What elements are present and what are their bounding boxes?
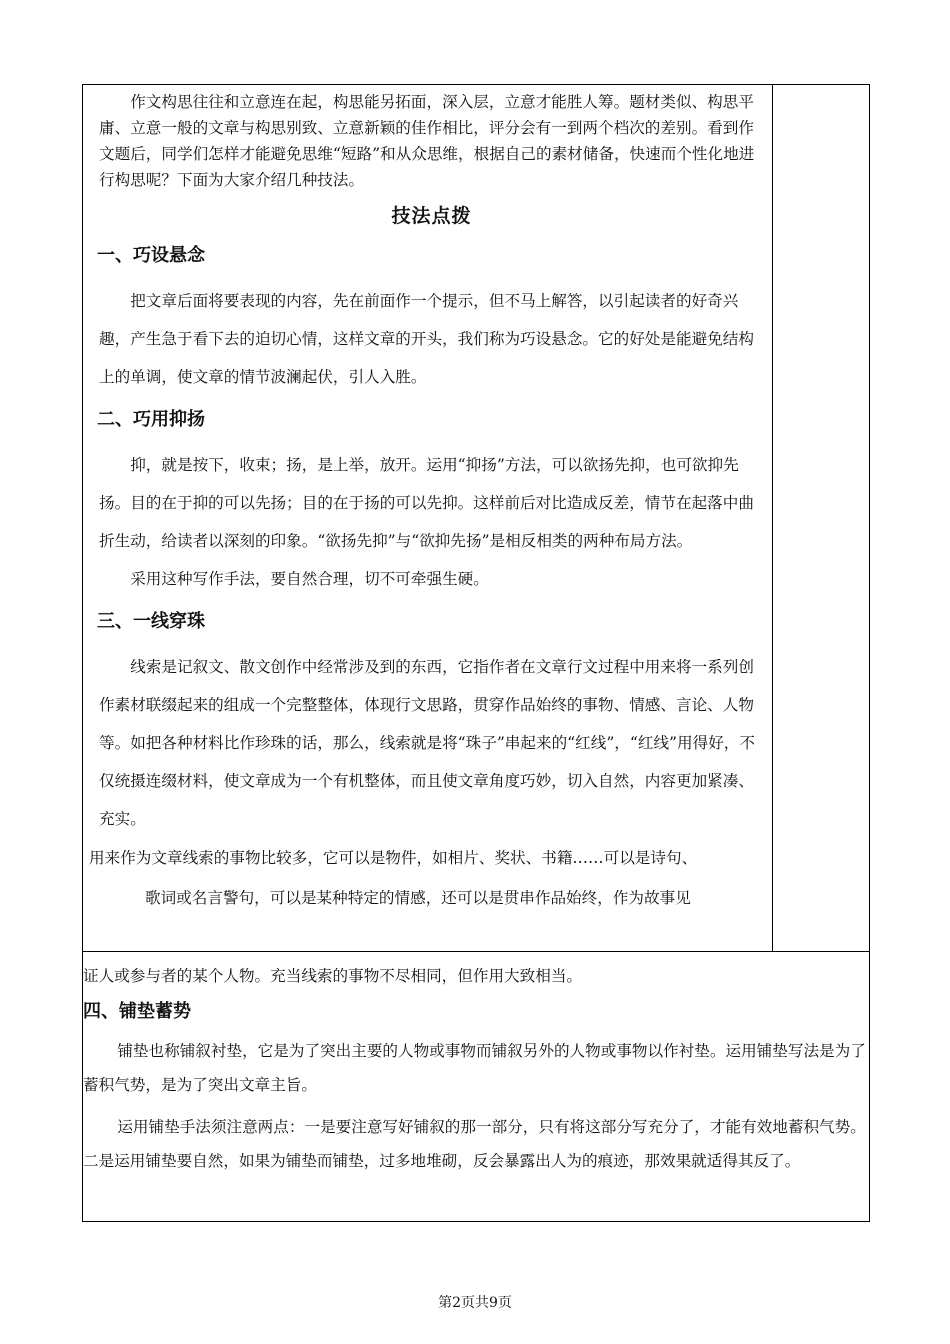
upper-table-cell: [82, 84, 870, 952]
paragraph-contrast-2: 采用这种写作手法，要自然合理，切不可牵强生硬。: [130, 570, 489, 588]
paragraph-thread-line-b: 歌词或名言警句，可以是某种特定的情感，还可以是贯串作品始终，作为故事见: [145, 889, 691, 907]
paragraph-thread-1: 线索是记叙文、散文创作中经常涉及到的东西，它指作者在文章行文过程中用来将一系列创作素材联缀起来的组成一个完整整体，体现行文思路，贯穿作品始终的事物、情感、言论、人物等。如把各种材料比作珍珠的话，那么，线索就是将“珠子”串起来的“红线”，“红线”用得好，不仅统摄连缀材料，使文章成为一个有机整体，而且使文章角度巧妙，切入自然，内容更加紧凑、充实。: [99, 658, 755, 828]
footer-total-pages: 9: [489, 1295, 498, 1311]
lower-table-cell: [82, 951, 870, 1222]
paragraph-foreshadow-2: 运用铺垫手法须注意两点：一是要注意写好铺叙的那一部分，只有将这部分写充分了，才能有效地蓄积气势。二是运用铺垫要自然，如果为铺垫而铺垫，过多地堆砌，反会暴露出人为的痕迹，那效果就适得其反了。: [83, 1118, 866, 1170]
paragraph-foreshadow-1: 铺垫也称铺叙衬垫，它是为了突出主要的人物或事物而铺叙另外的人物或事物以作衬垫。运用铺垫写法是为了蓄积气势，是为了突出文章主旨。: [83, 1042, 866, 1094]
page-footer: [0, 1292, 950, 1312]
section-title: 技法点拨: [391, 205, 472, 227]
heading-thread: 三、一线穿珠: [97, 611, 205, 632]
heading-contrast: 二、巧用抑扬: [97, 409, 205, 430]
footer-suffix: 页: [497, 1295, 512, 1311]
lower-content: [83, 952, 867, 1178]
footer-current-page: 2: [452, 1295, 461, 1311]
continuation-paragraph: 证人或参与者的某个人物。充当线索的事物不尽相同，但作用大致相当。: [83, 967, 583, 985]
footer-middle: 页共: [461, 1295, 489, 1311]
intro-paragraph: 作文构思往往和立意连在起，构思能另拓面，深入层，立意才能胜人筹。题材类似、构思平庸、立意一般的文章与构思别致、立意新颖的佳作相比，评分会有一到两个档次的差别。看到作文题后，同学们怎样才能避免思维“短路”和从众思维，根据自己的素材储备，快速而个性化地进行构思呢？下面为大家介绍几种技法。: [99, 93, 755, 189]
paragraph-suspense: 把文章后面将要表现的内容，先在前面作一个提示，但不马上解答，以引起读者的好奇兴趣，产生急于看下去的迫切心情，这样文章的开头，我们称为巧设悬念。它的好处是能避免结构上的单调，使文章的情节波澜起伏，引人入胜。: [99, 292, 754, 386]
table-column-divider: [772, 85, 773, 951]
paragraph-contrast-1: 抑，就是按下，收束；扬，是上举，放开。运用“抑扬”方法，可以欲扬先抑，也可欲抑先扬。目的在于抑的可以先扬；目的在于扬的可以先抑。这样前后对比造成反差，情节在起落中曲折生动，给读者以深刻的印象。“欲扬先抑”与“欲抑先扬”是相反相类的两种布局方法。: [99, 456, 754, 550]
heading-suspense: 一、巧设悬念: [97, 245, 205, 266]
heading-foreshadow: 四、铺垫蓄势: [83, 1001, 191, 1022]
paragraph-thread-line-a: 用来作为文章线索的事物比较多，它可以是物件，如相片、奖状、书籍……可以是诗句、: [89, 849, 698, 867]
footer-prefix: 第: [438, 1295, 453, 1311]
upper-content: [89, 85, 764, 918]
